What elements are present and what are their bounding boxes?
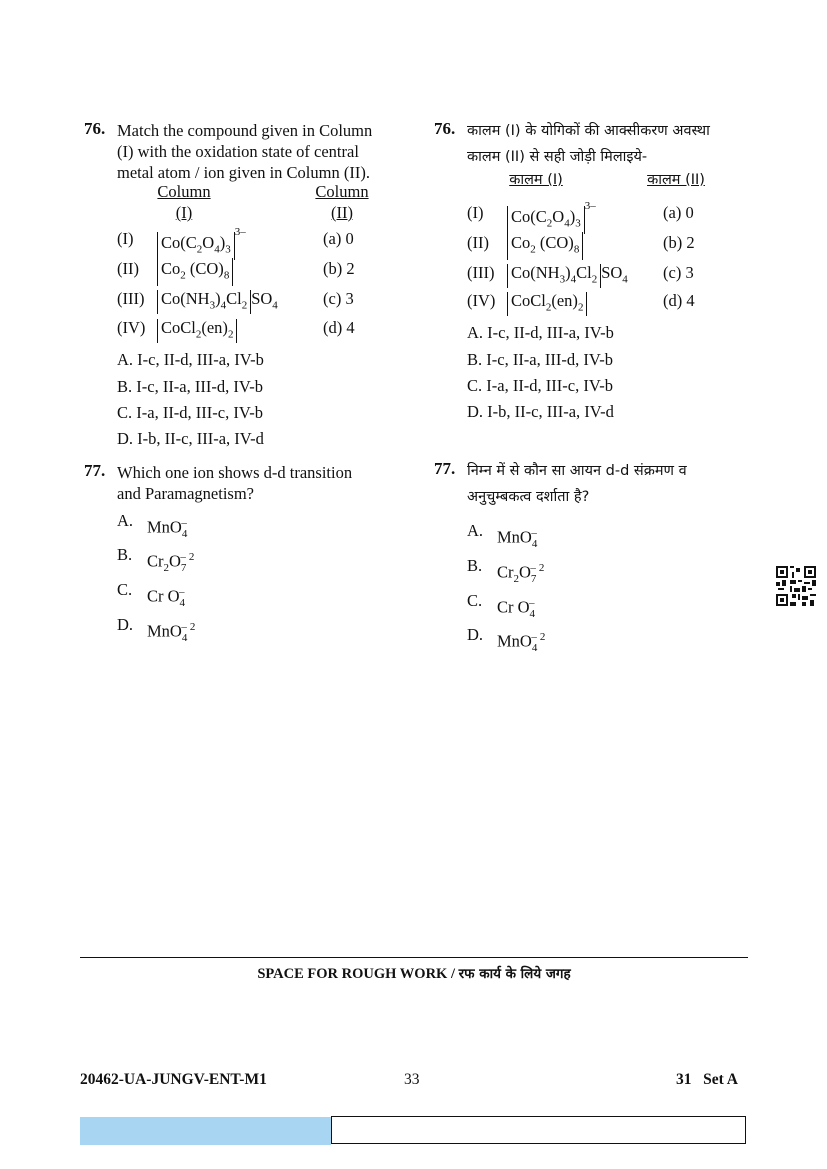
match-value: (d) 4 [663,291,695,310]
rough-work-label-hi: रफ कार्य के लिये जगह [458,966,571,982]
formula-bracket: $Co(NH_3)_4Cl_2$ [157,290,251,314]
option-label: B. [467,556,483,575]
column-heading-number: (II) [331,203,353,222]
option-label: D. [467,625,484,644]
compound-formula: $Co(NH_3)_4Cl_2$ $SO_4$ [507,262,628,290]
formula-bracket: $Co(NH_3)_4Cl_2$ [507,264,601,288]
row-label: (IV) [117,318,146,337]
rough-work-label-en: SPACE FOR ROUGH WORK / [257,966,459,982]
question-number: 76. [434,119,456,138]
option-c[interactable]: C. I-a, II-d, III-c, IV-b [117,403,263,422]
question-line: metal atom / ion given in Column (II). [117,163,370,182]
column-i-heading [154,181,214,223]
row-label: (II) [117,259,139,278]
option-label: C. [117,580,133,599]
formula-bracket: $Co_2$ $(CO)_8$ [507,232,583,260]
question-line: अनुचुम्बकत्व दर्शाता है? [467,489,590,505]
row-label: (II) [467,233,489,252]
question-line: निम्न में से कौन सा आयन d-d संक्रमण व [467,463,687,479]
column-heading-number: (I) [175,203,193,222]
question-line: Match the compound given in Column [117,121,373,140]
option-b[interactable]: B. I-c, II-a, III-d, IV-b [467,350,613,369]
ion-formula: MnO$_4$– [497,527,538,550]
compound-formula [507,290,587,316]
compound-formula: $Co(NH_3)_4Cl_2$ $SO_4$ [157,288,278,316]
option-label: C. [467,591,483,610]
question-line: (I) with the oxidation state of central [117,142,359,161]
match-value: (a) 0 [323,229,354,248]
question-text [117,462,417,504]
row-label: (III) [117,289,145,308]
question-line: and Paramagnetism? [117,484,254,503]
compound-formula [157,317,237,343]
match-value: (b) 2 [323,259,355,278]
ion-formula: MnO$_4$– $^2$ [497,631,546,654]
option-b[interactable]: B. I-c, II-a, III-d, IV-b [117,377,263,396]
option-label: A. [467,521,484,540]
column-ii-heading [312,181,372,223]
match-value: (c) 3 [323,289,354,308]
rough-work-label [80,964,748,983]
ion-formula: Cr $O_4^-$ [147,586,186,609]
question-number: 77. [84,461,106,480]
question-76-hi [434,118,754,428]
compound-formula: $Co(C_2O_4)_3^{3-}$ [507,202,596,234]
option-a[interactable]: A. I-c, II-d, III-a, IV-b [117,350,264,369]
option-label: B. [117,545,133,564]
column-ii-heading: कालम (II) [647,172,705,188]
ion-formula: Cr $O_4^-$ [497,597,536,620]
column-heading-word: Column [157,182,211,201]
formula-bracket: $Co(C_2O_4)_3$ [157,232,235,260]
column-heading-word: Column [315,182,369,201]
formula-bracket: $CoCl_2(en)_2$ [507,292,587,316]
match-value: (b) 2 [663,233,695,252]
compound-formula: $Co(C_2O_4)_3^{3-}$ [157,228,246,260]
option-d[interactable]: D. I-b, II-c, III-a, IV-d [467,402,614,421]
row-label: (I) [117,229,134,248]
question-line: कालम (I) के योगिकों की आक्सीकरण अवस्था [467,123,710,139]
ion-formula: MnO$_4$– $^2$ [147,621,196,644]
row-label: (IV) [467,291,496,310]
page-number: 33 [404,1071,420,1088]
column-i-heading: कालम (I) [509,172,563,188]
formula-bracket: $CoCl_2(en)_2$ [157,319,237,343]
question-number: 77. [434,459,456,478]
compound-formula [157,258,233,286]
option-a[interactable]: A. I-c, II-d, III-a, IV-b [467,323,614,342]
row-label: (III) [467,263,495,282]
question-76-en [84,118,414,458]
question-line: Which one ion shows d-d transition [117,463,353,482]
set-label: 31 Set A [676,1071,738,1088]
footer-empty-box [331,1116,746,1144]
match-value: (d) 4 [323,318,355,337]
ion-formula: $Cr_2O_7^-$ $^2$ [497,562,545,585]
option-label: A. [117,511,134,530]
formula-bracket: $Co(C_2O_4)_3$ [507,206,585,234]
question-text [467,458,757,510]
question-77-hi [434,458,754,658]
question-line: कालम (II) से सही जोड़ी मिलाइये- [467,149,648,165]
match-value: (c) 3 [663,263,694,282]
row-label: (I) [467,203,484,222]
match-value: (a) 0 [663,203,694,222]
option-c[interactable]: C. I-a, II-d, III-c, IV-b [467,376,613,395]
ion-formula: MnO$_4$– [147,517,188,540]
question-number: 76. [84,119,106,138]
ion-formula: $Cr_2O_7^-$ $^2$ [147,551,195,574]
qr-code-icon [776,566,816,606]
question-77-en [84,460,414,650]
question-text [467,118,757,170]
rough-work-divider [80,957,748,958]
footer-color-bar [80,1117,331,1145]
formula-bracket: $Co_2$ $(CO)_8$ [157,258,233,286]
compound-formula [507,232,583,260]
paper-code: 20462-UA-JUNGV-ENT-M1 [80,1071,267,1088]
option-d[interactable]: D. I-b, II-c, III-a, IV-d [117,429,264,448]
option-label: D. [117,615,134,634]
question-text [117,120,417,183]
